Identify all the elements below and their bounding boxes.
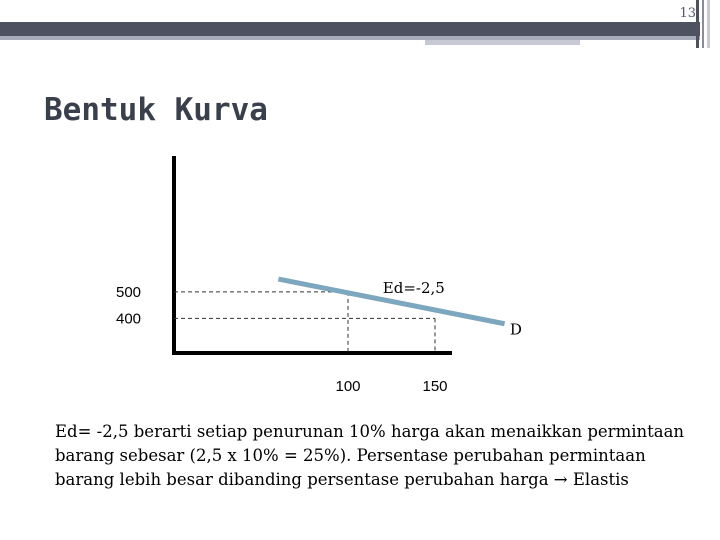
slide-number: 13 — [679, 6, 696, 21]
annotation-1: D — [509, 320, 522, 339]
x-tick-label-1: 150 — [422, 378, 448, 395]
y-tick-label-0: 500 — [116, 283, 142, 301]
slide-title: Bentuk Kurva — [44, 92, 268, 128]
annotation-0: Ed=-2,5 — [382, 278, 445, 297]
y-tick-label-1: 400 — [116, 310, 142, 328]
explanation-text: Ed= -2,5 berarti setiap penurunan 10% harga akan menaikkan permintaan barang sebesar (2,5 x 10% = 25%). Persentase perubahan permintaan barang lebih besar dibanding persentase perubahan harga → Elastis — [55, 422, 685, 489]
x-tick-label-0: 100 — [335, 378, 361, 395]
